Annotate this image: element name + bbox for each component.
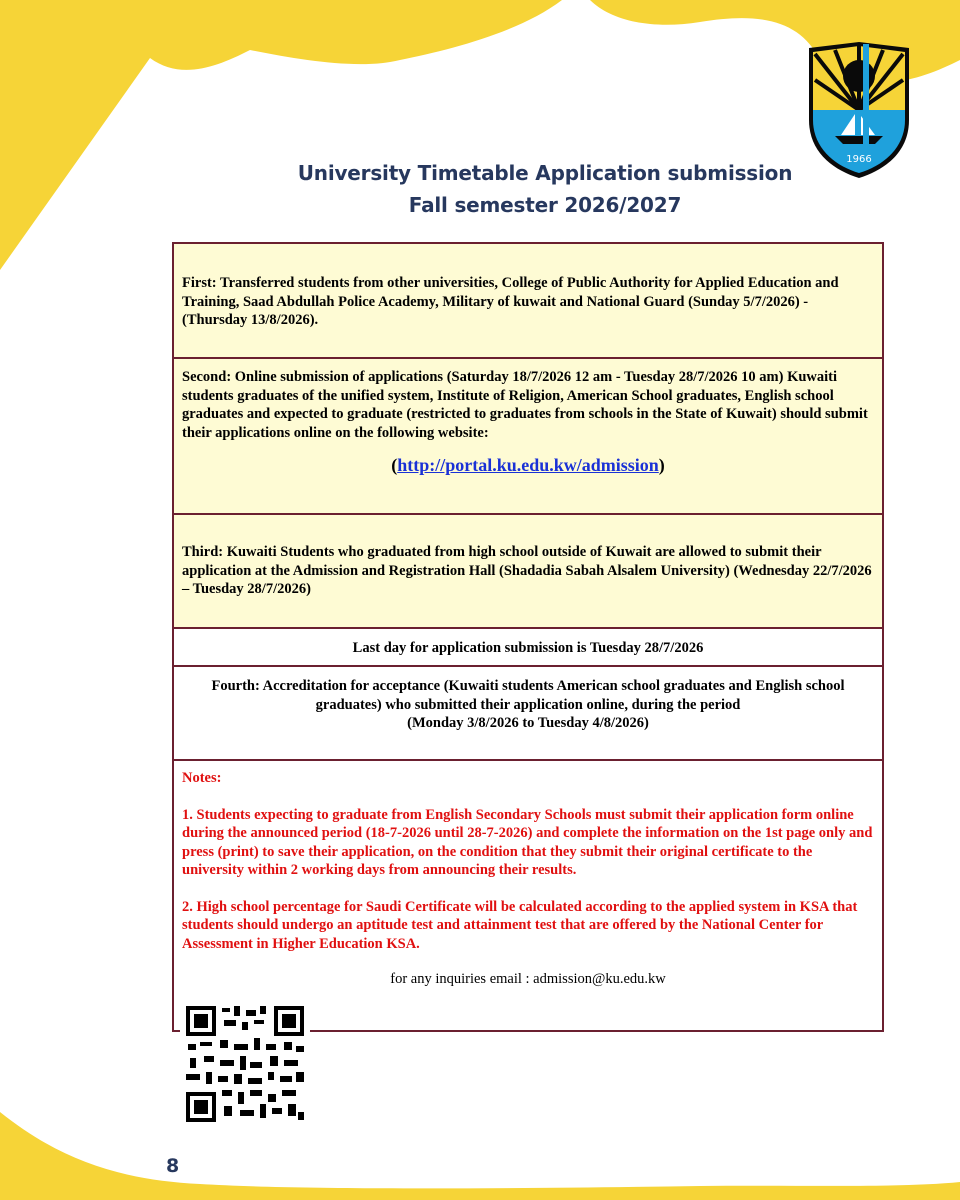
first-text: First: Transferred students from other universities, College of Public Authority for Applied Education and Training, Saad Abdullah Police Academy, Military of kuwait and National Guard (Sunday 5/7/2026) - (Thursday 13/8/2026). [182, 275, 839, 328]
third-cell [174, 515, 882, 627]
portal-link[interactable]: http://portal.ku.edu.kw/admission [397, 455, 659, 475]
qr-code[interactable] [180, 1000, 310, 1128]
page-subtitle: Fall semester 2026/2027 [408, 193, 682, 217]
last-day-cell [174, 629, 882, 665]
notes-title: Notes: [182, 770, 222, 786]
note-1: 1. Students expecting to graduate from English Secondary Schools must submit their application form online during the announced period (18-7-2026 until 28-7-2026) and complete the information on the 1st page only and press (print) to save their application, on the condition that they submit their original certificate to the university within 2 working days from announcing their results. [182, 806, 873, 878]
contact-email: for any inquiries email : admission@ku.edu.kw [390, 971, 666, 987]
third-text: Third: Kuwaiti Students who graduated from high school outside of Kuwait are allowed to submit their application at the Admission and Registration Hall (Shadadia Sabah Alsalem University) (Wednesday 22/7/2026 – Tuesday 28/7/2026) [182, 544, 872, 597]
timetable-table [172, 242, 884, 1032]
second-cell [174, 359, 882, 513]
portal-link-line: (http://portal.ku.edu.kw/admission) [391, 455, 665, 475]
last-day-text: Last day for application submission is Tuesday 28/7/2026 [352, 640, 704, 656]
fourth-cell [174, 667, 882, 759]
notes-cell [174, 761, 882, 1030]
fourth-dates: (Monday 3/8/2026 to Tuesday 4/8/2026) [407, 715, 649, 731]
page-title: University Timetable Application submission [297, 161, 793, 185]
logo-year-text: 1966 [846, 154, 872, 165]
first-cell [174, 244, 882, 357]
university-logo [805, 40, 913, 180]
second-text: Second: Online submission of applications (Saturday 18/7/2026 12 am - Tuesday 28/7/2026 10 am) Kuwaiti students graduates of the unified system, Institute of Religion, American School graduates, English school graduates and expected to graduate (restricted to graduates from schools in the State of Kuwait) should submit their applications online on the following website: [182, 369, 868, 441]
note-2: 2. High school percentage for Saudi Certificate will be calculated according to the applied system in KSA that students should undergo an aptitude test and attainment test that are offered by the National Center for Assessment in Higher Education KSA. [182, 898, 858, 952]
fourth-text: Fourth: Accreditation for acceptance (Kuwaiti students American school graduates and English school graduates) who submitted their application online, during the period [211, 678, 845, 713]
page-number: 8 [166, 1155, 180, 1177]
